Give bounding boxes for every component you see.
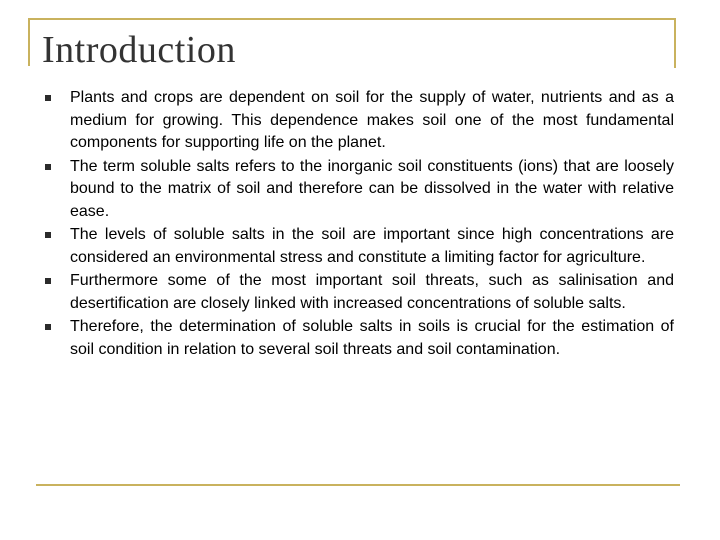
square-bullet-icon — [45, 164, 51, 170]
bullet-item — [40, 270, 674, 315]
square-bullet-icon — [45, 95, 51, 101]
bullet-text: Therefore, the determination of soluble salts in soils is crucial for the estimation of soil condition in relation to several soil threats and soil contamination. — [70, 318, 674, 358]
frame-left-rule — [28, 18, 30, 66]
bullet-text: The term soluble salts refers to the inorganic soil constituents (ions) that are loosely bound to the matrix of soil and therefore can be dissolved in the water with relative ease. — [70, 157, 674, 220]
square-bullet-icon — [45, 232, 51, 238]
bullet-text: Furthermore some of the most important soil threats, such as salinisation and desertification are closely linked with increased concentrations of soluble salts. — [70, 272, 674, 312]
bullet-item — [40, 316, 674, 361]
frame-bottom-rule — [36, 484, 680, 486]
bullet-item — [40, 156, 674, 224]
square-bullet-icon — [45, 324, 51, 330]
bullet-item — [40, 224, 674, 269]
square-bullet-icon — [45, 278, 51, 284]
bullet-item — [40, 87, 674, 155]
frame-top-rule — [28, 18, 676, 20]
frame-right-rule — [674, 18, 676, 68]
bullet-list — [40, 87, 674, 362]
bullet-text: Plants and crops are dependent on soil for the supply of water, nutrients and as a medium for growing. This dependence makes soil one of the most fundamental components for supporting life on the planet. — [70, 89, 674, 151]
slide-title: Introduction — [42, 29, 236, 71]
bullet-text: The levels of soluble salts in the soil are important since high concentrations are considered an environmental stress and constitute a limiting factor for agriculture. — [70, 226, 674, 266]
